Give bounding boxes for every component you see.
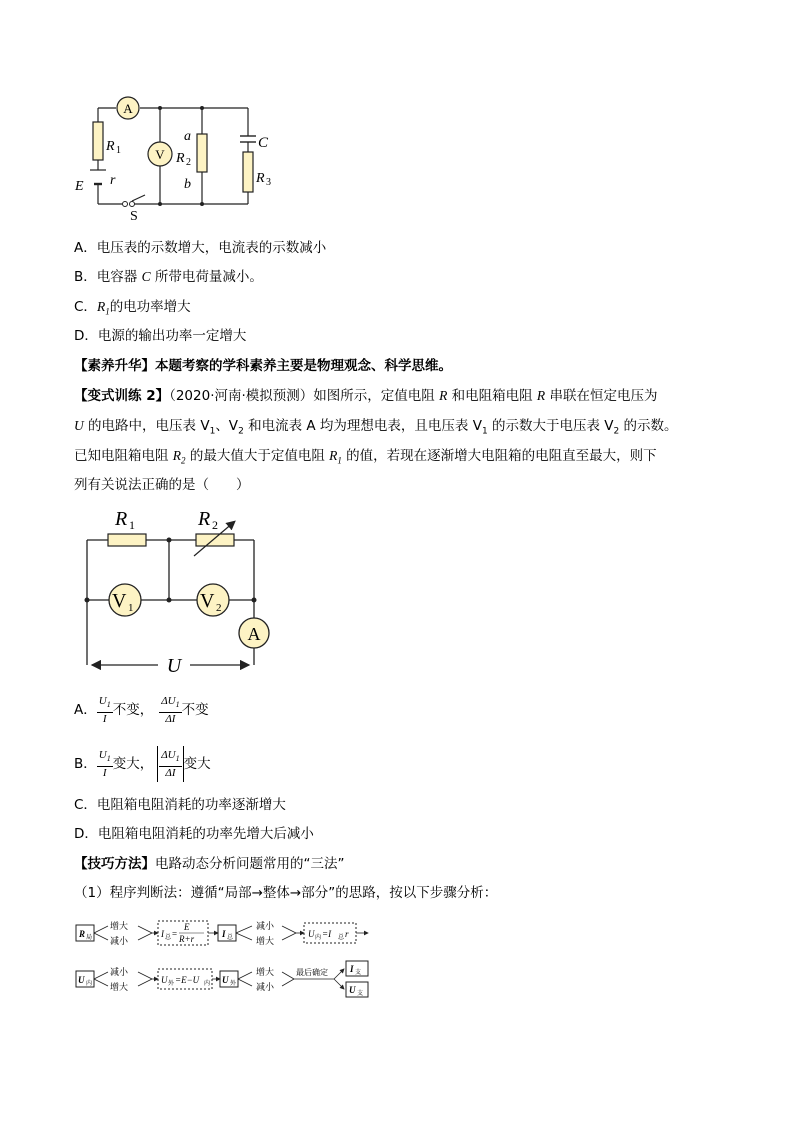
v-l3b: R	[172, 448, 182, 463]
q1-option-d: D．电源的输出功率一定增大	[74, 328, 247, 344]
flow-u-inner-sub: 内	[315, 935, 322, 941]
label-e: E	[75, 179, 84, 194]
q2-option-d: D．电阻箱电阻消耗的功率先增大后减小	[74, 826, 314, 842]
q2-a-frac1	[97, 695, 113, 724]
label-s: S	[130, 209, 138, 222]
q2-a-num1: U	[98, 695, 107, 708]
v-l2c: 1	[209, 426, 216, 437]
circuit-diagram-2	[70, 500, 290, 680]
q1-option-b-post: 所带电荷量减小。	[150, 269, 263, 285]
flow-u-inner: U	[308, 929, 315, 939]
flow-final: 最后确定	[296, 968, 328, 977]
flow-u-outer-sub: 外	[168, 981, 175, 987]
q2-a-t1: 不变，	[112, 702, 154, 718]
label-r1: R	[106, 139, 115, 154]
flow-u-inner-eq: =I	[322, 929, 332, 939]
flow-r-down: 减小	[110, 936, 129, 946]
flow-diagram	[72, 915, 392, 1005]
flow-res-u: U	[349, 985, 356, 995]
q2-b-num2-sub: 1	[175, 754, 180, 764]
flow-u-down: 减小	[110, 967, 129, 977]
flow-i-box-sub: 总	[227, 935, 234, 941]
flow-i-down: 减小	[256, 921, 275, 931]
flow-i-eq: =	[172, 929, 178, 939]
flow-r-box-sub: 局	[86, 935, 93, 941]
v-l2f: 和电流表 A 均为理想电表，且电压表 V	[243, 418, 482, 434]
q2-b-num2: ΔU	[161, 749, 176, 762]
v-l2j: 的示数。	[619, 418, 678, 434]
method-heading	[74, 854, 345, 874]
c2-label-v2: V	[200, 590, 215, 612]
v-l1b: R	[439, 388, 448, 403]
flow-r-up: 增大	[110, 921, 129, 931]
c2-label-r1-sub: 1	[129, 518, 135, 532]
v-l2h: 的示数大于电压表 V	[487, 418, 614, 434]
flow-u-outer-sub2: 内	[204, 981, 211, 987]
c2-label-v2-sub: 2	[216, 602, 222, 614]
flow-i-up: 增大	[256, 936, 275, 946]
q1-option-c-post: 的电功率增大	[109, 299, 191, 315]
q2-a-num2: ΔU	[161, 695, 176, 708]
q2-option-c: C．电阻箱电阻消耗的功率逐渐增大	[74, 797, 286, 813]
v-l1e: 串联在恒定电压为	[545, 388, 658, 404]
variant-line-2	[74, 416, 678, 442]
method-step-1: （1）程序判断法：遵循“局部→整体→部分”的思路，按以下步骤分析：	[74, 885, 498, 901]
variant-tag: 【变式训练 2】	[74, 388, 170, 404]
method-text: 电路动态分析问题常用的“三法”	[155, 856, 345, 872]
q2-a-frac2	[159, 695, 181, 724]
label-b: b	[184, 177, 191, 192]
v-l3g: 的值，若现在逐渐增大电阻箱的电阻直至最大，则下	[341, 448, 657, 464]
c2-label-r2: R	[198, 508, 211, 530]
v-l2a: U	[74, 418, 84, 433]
flow-u-box: U	[78, 975, 85, 985]
flow-i-box: I	[222, 929, 226, 939]
variant-line-1	[74, 386, 657, 406]
v-l2d: 、V	[215, 418, 239, 434]
q1-option-c-var: R	[96, 299, 106, 314]
literacy-text: 本题考察的学科素养主要是物理观念、科学思维。	[155, 358, 452, 374]
voltmeter-1-label: V	[155, 147, 165, 162]
v-l1d: R	[536, 388, 546, 403]
flow-i-formula: I	[161, 929, 164, 939]
variant-line-3	[74, 446, 657, 471]
q2-option-b	[74, 746, 211, 782]
literacy-tag: 【素养升华】	[74, 358, 155, 374]
flow-i-num: E	[184, 922, 190, 932]
label-r1-sub: 1	[116, 145, 121, 156]
q2-a-num1-sub: 1	[106, 700, 111, 710]
flow-r-box: R	[79, 929, 86, 939]
flow-u-inner-tail: r	[345, 929, 349, 939]
resistor-r1	[93, 122, 103, 160]
q1-option-a: A．电压表的示数增大，电流表的示数减小	[74, 240, 327, 256]
v-l2g: 1	[481, 426, 488, 437]
q2-b-frac1	[97, 749, 113, 778]
q2-a-label: A．	[74, 702, 97, 718]
v-l1c: 和电阻箱电阻	[447, 388, 537, 404]
q2-a-den2: ΔI	[165, 712, 176, 725]
q2-b-num1: U	[98, 749, 107, 762]
flow-res-u-sub: 支	[357, 991, 364, 997]
v-l2b: 的电路中，电压表 V	[83, 418, 210, 434]
flow-uo-down: 减小	[256, 982, 275, 992]
flow-i-sub: 总	[165, 935, 172, 941]
literacy-section	[74, 356, 452, 376]
flow-u-inner-sub2: 总	[338, 935, 345, 941]
q2-b-t2: 变大	[183, 756, 211, 772]
flow-i-den: R+r	[179, 934, 195, 944]
q2-b-den2: ΔI	[165, 766, 176, 779]
v-l2e: 2	[238, 426, 244, 437]
flow-res-i-sub: 支	[355, 970, 362, 976]
q2-a-den1: I	[102, 712, 107, 725]
flow-u-outer: U	[161, 975, 168, 985]
c2-label-u: U	[166, 655, 182, 677]
c2-label-v1-sub: 1	[128, 602, 134, 614]
c2-label-r1: R	[115, 508, 128, 530]
q1-option-c-sub: 1	[105, 306, 110, 317]
v-l2i: 2	[613, 426, 620, 437]
q2-a-num2-sub: 1	[175, 700, 180, 710]
label-r2-sub: 2	[186, 157, 191, 168]
q1-option-c-pre: C．	[74, 299, 97, 315]
method-tag: 【技巧方法】	[74, 856, 155, 872]
variant-line-4: 列有关说法正确的是（ ）	[74, 477, 250, 493]
c2-label-a: A	[247, 624, 261, 644]
label-a: a	[184, 129, 191, 144]
resistor-r3	[243, 152, 253, 192]
flow-res-i: I	[350, 964, 354, 974]
flow-u-outer-box-sub: 外	[230, 981, 237, 987]
q2-a-t2: 不变	[181, 702, 209, 718]
resistor-r1-2	[108, 534, 146, 546]
flow-uo-up: 增大	[256, 967, 275, 977]
flow-u-box-sub: 内	[86, 981, 93, 987]
flow-u-outer-box: U	[222, 975, 229, 985]
resistor-r2	[197, 134, 207, 172]
flow-u-up: 增大	[110, 982, 129, 992]
label-r3: R	[256, 171, 265, 186]
resistor-box-r2	[196, 534, 234, 546]
q2-option-a	[74, 692, 209, 728]
q2-b-label: B．	[74, 756, 97, 772]
v-l1a: （2020·河南·模拟预测）如图所示，定值电阻	[169, 388, 440, 404]
label-r3-sub: 3	[266, 177, 271, 188]
circuit-diagram-1	[70, 92, 290, 222]
v-l3f: 1	[337, 455, 342, 466]
flow-u-outer-eq: =E−U	[175, 975, 200, 985]
q1-option-b	[74, 267, 263, 287]
q1-option-b-var: C	[141, 269, 151, 284]
label-c: C	[258, 135, 269, 151]
q2-b-num1-sub: 1	[106, 754, 111, 764]
c2-label-v1: V	[112, 590, 127, 612]
q2-b-abs	[157, 746, 183, 782]
v-l3e: R	[329, 448, 338, 463]
v-l3d: 的最大值大于定值电阻	[185, 448, 330, 464]
q1-option-b-pre: B．电容器	[74, 269, 142, 285]
v-l3a: 已知电阻箱电阻	[74, 448, 173, 464]
v-l3c: 2	[181, 455, 186, 466]
label-r: r	[110, 173, 116, 188]
label-r2: R	[176, 151, 185, 166]
q2-b-den1: I	[102, 766, 107, 779]
ammeter-1-label: A	[123, 101, 133, 116]
c2-label-r2-sub: 2	[212, 518, 218, 532]
q1-option-c	[74, 297, 191, 322]
q2-b-t1: 变大，	[112, 756, 154, 772]
q2-b-frac2	[159, 749, 181, 778]
